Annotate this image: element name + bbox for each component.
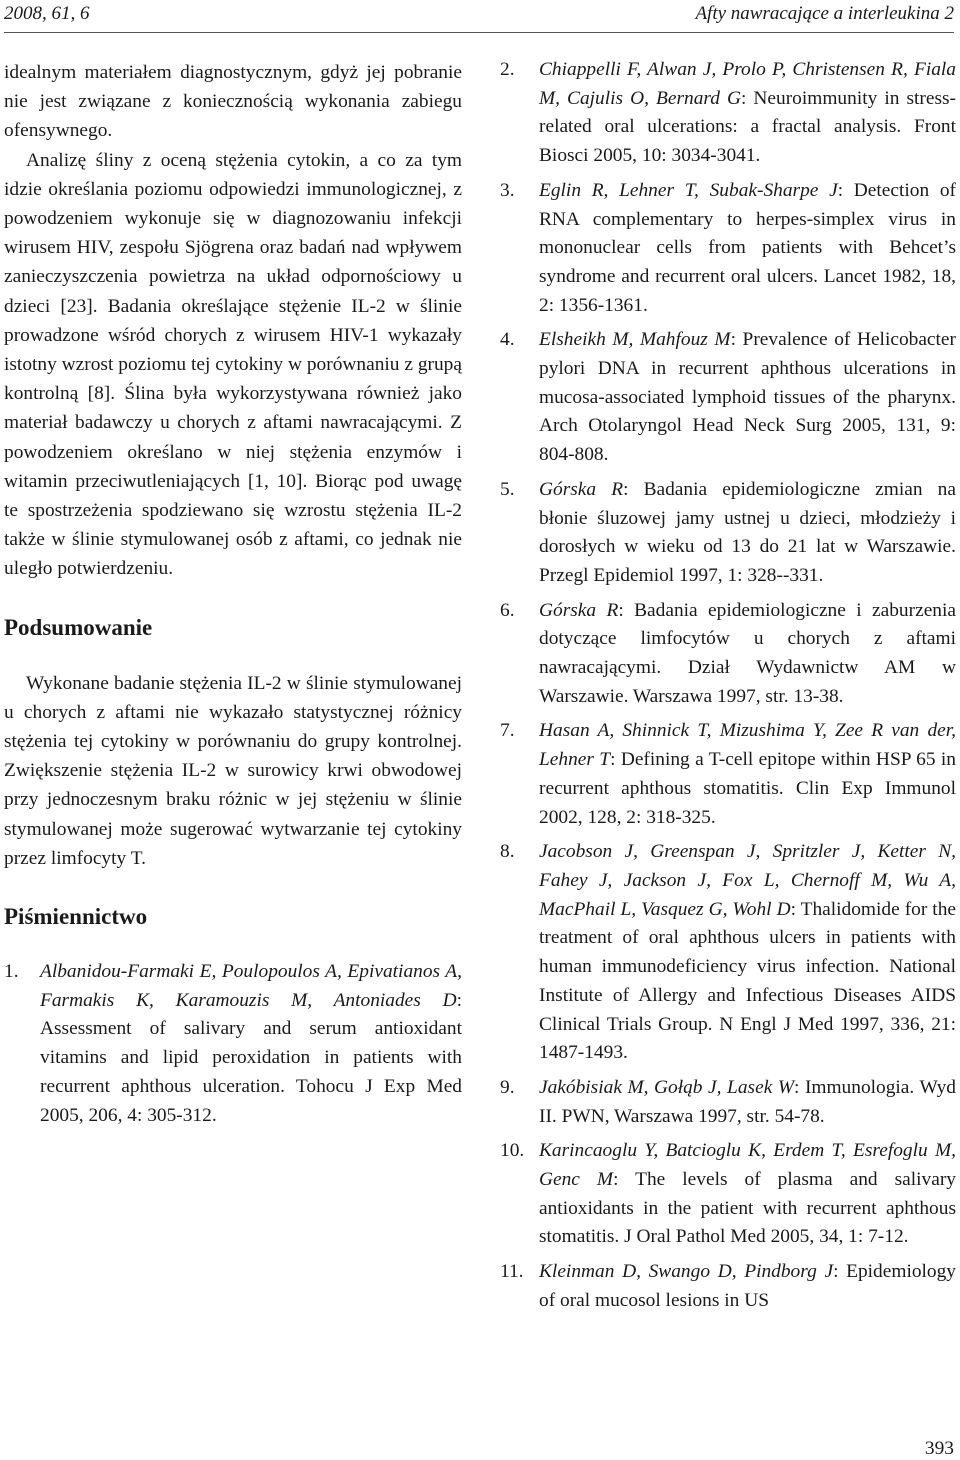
- reference-item: [500, 838, 956, 1068]
- reference-number: 7.: [500, 720, 515, 742]
- reference-authors: Albanidou-Farmaki E, Poulopoulos A, Epivatianos A, Farmakis K, Karamouzis M, Antoniades D: [40, 961, 462, 1011]
- reference-item: [500, 717, 956, 832]
- header-divider: [4, 32, 954, 33]
- reference-item: [500, 56, 956, 171]
- reference-authors: Eglin R, Lehner T, Subak-Sharpe J: [539, 179, 838, 201]
- reference-details: : Badania epidemiologiczne i zaburzenia dotyczące limfocytów u chorych z aftami nawracającymi. Dział Wydawnictw AM w Warszawie. Warszawa 1997, str. 13-38.: [539, 599, 956, 707]
- reference-details: : Prevalence of Helicobacter pylori DNA in recurrent aphthous ulcerations in mucosa-associated lymphoid tissues of the pharynx. Arch Otolaryngol Head Neck Surg 2005, 131, 9: 804-808.: [539, 329, 956, 466]
- body-paragraph: idealnym materiałem diagnostycznym, gdyż jej pobranie nie jest związane z koniecznością wykonania zabiegu ofensywnego.: [4, 62, 462, 142]
- reference-details: : Thalidomide for the treatment of oral aphthous ulcers in patients with human immunodeficiency virus infection. National Institute of Allergy and Infectious Diseases AIDS Clinical Trials Group. N Engl J Med 1997, 336, 21: 1487-1493.: [539, 898, 956, 1064]
- reference-authors: Jakóbisiak M, Gołąb J, Lasek W: [539, 1076, 794, 1098]
- reference-list-left: [4, 958, 462, 1130]
- reference-item: [500, 597, 956, 712]
- reference-number: 8.: [500, 841, 515, 863]
- reference-item: [4, 958, 462, 1130]
- page-number: 393: [924, 1438, 954, 1459]
- reference-authors: Karincaoglu Y, Batcioglu K, Erdem T, Esrefoglu M, Genc M: [539, 1140, 956, 1191]
- reference-number: 4.: [500, 329, 515, 351]
- reference-details: : The levels of plasma and salivary antioxidants in the patient with recurrent aphthous stomatitis. J Oral Pathol Med 2005, 34, 1: 7-12.: [539, 1169, 956, 1248]
- reference-authors: Elsheikh M, Mahfouz M: [539, 329, 731, 351]
- reference-number: 10.: [500, 1140, 525, 1162]
- summary-heading: Podsumowanie: [4, 614, 153, 640]
- reference-details: : Assessment of salivary and serum antioxidant vitamins and lipid peroxidation in patients with recurrent aphthous ulceration. Tohocu J Exp Med 2005, 206, 4: 305-312.: [40, 989, 462, 1126]
- reference-item: [500, 326, 956, 470]
- journal-volume-label: 2008, 61, 6: [4, 3, 90, 24]
- reference-authors: Chiappelli F, Alwan J, Prolo P, Christensen R, Fiala M, Cajulis O, Bernard G: [539, 59, 956, 109]
- reference-details: : Neuroimmunity in stress-related oral ulcerations: a fractal analysis. Front Biosci 2005, 10: 3034-3041.: [539, 87, 957, 167]
- reference-authors: Górska R: [539, 599, 619, 621]
- reference-details: : Defining a T-cell epitope within HSP 65 in recurrent aphthous stomatitis. Clin Exp Immunol 2002, 128, 2: 318-325.: [539, 749, 956, 828]
- reference-number: 5.: [500, 478, 515, 500]
- right-column: [500, 56, 956, 1322]
- reference-details: : Detection of RNA complementary to herpes-simplex virus in mononuclear cells from patients with Behcet’s syndrome and recurrent oral ulcers. Lancet 1982, 18, 2: 1356-1361.: [539, 179, 956, 316]
- body-paragraph: Analizę śliny z oceną stężenia cytokin, a co za tym idzie określania poziomu odpowiedzi immunologicznej, z powodzeniem wykonuje się w diagnozowaniu infekcji wirusem HIV, zespołu Sjögrena oraz badań nad wpływem zanieczyszczenia powietrza na układ odpornościowy u dzieci [23]. Badania określające stężenie IL-2 w ślinie prowadzone wśród chorych z wirusem HIV-1 wykazały istotny wzrost poziomu tej cytokiny w porównaniu z grupą kontrolną [8]. Ślina była wykorzystywana również jako materiał badawczy u chorych z aftami nawracającymi. Z powodzeniem określano w niej stężenia enzymów i witamin przeciwutleniających [1, 10]. Biorąc pod uwagę te spostrzeżenia spodziewano się wzrostu stężenia IL-2 także w ślinie stymulowanej osób z aftami, co jednak nie uległo potwierdzeniu.: [4, 149, 462, 580]
- reference-authors: Jacobson J, Greenspan J, Spritzler J, Ketter N, Fahey J, Jackson J, Fox L, Chernoff M, Wu A, MacPhail L, Vasquez G, Wohl D: [539, 841, 956, 920]
- references-heading: Piśmiennictwo: [4, 904, 148, 930]
- reference-item: [500, 1258, 956, 1315]
- reference-item: [500, 1137, 956, 1252]
- reference-item: [500, 1074, 956, 1131]
- reference-item: [500, 177, 956, 321]
- article-short-title: Afty nawracające a interleukina 2: [695, 3, 954, 24]
- left-column: [4, 58, 462, 1136]
- reference-details: : Immunologia. Wyd II. PWN, Warszawa 1997, str. 54-78.: [539, 1076, 956, 1127]
- reference-list-right: [500, 56, 956, 1316]
- reference-authors: Kleinman D, Swango D, Pindborg J: [539, 1261, 834, 1283]
- reference-number: 2.: [500, 59, 515, 80]
- reference-number: 9.: [500, 1076, 515, 1098]
- reference-number: 11.: [500, 1261, 524, 1283]
- reference-details: : Badania epidemiologiczne zmian na błonie śluzowej jamy ustnej u dzieci, młodzieży i dorosłych w wieku od 13 do 21 lat w Warszawie. Przegl Epidemiol 1997, 1: 328--331.: [539, 478, 956, 586]
- reference-authors: Górska R: [539, 478, 624, 500]
- running-header: [4, 2, 954, 26]
- reference-number: 6.: [500, 599, 515, 621]
- reference-number: 3.: [500, 179, 515, 201]
- reference-details: : Epidemiology of oral mucosol lesions in US: [539, 1261, 956, 1311]
- summary-paragraph: Wykonane badanie stężenia IL-2 w ślinie stymulowanej u chorych z aftami nie wykazało statystycznej różnicy stężenia tej cytokiny w porównaniu do grupy kontrolnej. Zwiększenie stężenia IL-2 w surowicy krwi obwodowej przy jednoczesnym braku różnic w jej stężeniu w ślinie stymulowanej może sugerować wytwarzanie tej cytokiny przez limfocyty T.: [4, 672, 462, 869]
- reference-item: [500, 476, 956, 591]
- reference-authors: Hasan A, Shinnick T, Mizushima Y, Zee R van der, Lehner T: [539, 720, 956, 771]
- reference-number: 1.: [4, 961, 19, 983]
